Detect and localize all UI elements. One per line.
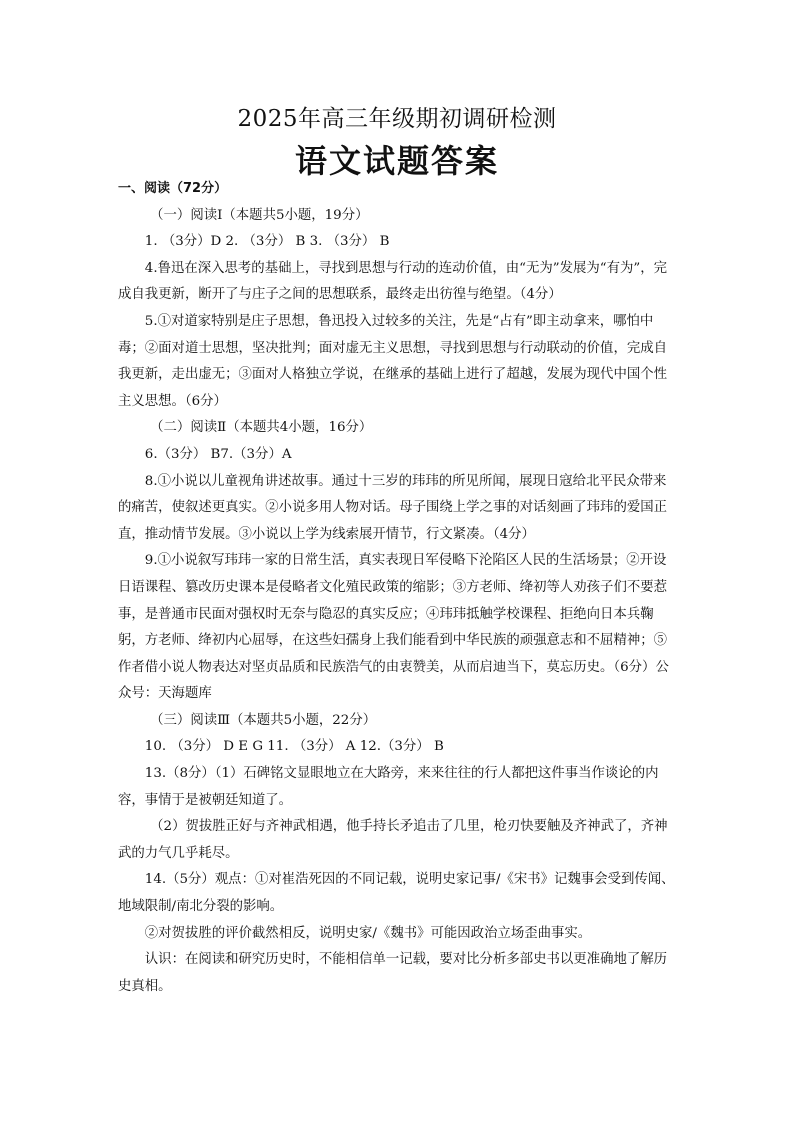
answer-q14-1: 14.（5分）观点：①对崔浩死因的不同记载，说明史家记事/《宋书》记魏事会受到传闻、地域限制/南北分裂的影响。 <box>118 872 675 915</box>
answer-q5: 5.①对道家特别是庄子思想，鲁迅投入过较多的关注，先是“占有”即主动拿来，哪怕中毒；②面对道士思想，坚决批判；面对虚无主义思想，寻找到思想与行动联动的价值，完成自我更新，走出虚无；③面对人格独立学说，在继承的基础上进行了超越，发展为现代中国个性主义思想。（6分） <box>118 313 668 409</box>
answer-q13-1: 13.（8分）（1）石碑铭文显眼地立在大路旁，来来往往的行人都把这件事当作谈论的内容，事情于是被朝廷知道了。 <box>118 766 659 808</box>
part3-mc-answers: 10. （3分） D E G 11. （3分） A 12.（3分） B <box>144 739 444 755</box>
answer-q4: 4.鲁迅在深入思考的基础上，寻找到思想与行动的连动价值，由“无为”发展为“有为”，完成自我更新，断开了与庄子之间的思想联系，最终走出彷徨与绝望。（4分） <box>118 260 668 303</box>
answer-q9: 9.①小说叙写玮玮一家的日常生活，真实表现日军侵略下沦陷区人民的生活场景；②开设日语课程、篡改历史课本是侵略者文化殖民政策的缩影；③方老师、绛初等人劝孩子们不要惹事，是普通市民面对强权时无奈与隐忍的真实反应；④玮玮抵触学校课程、拒绝向日本兵鞠躬，方老师、绛初内心屈辱，在这些妇孺身上我们能看到中华民族的顽强意志和不屈精神；⑤作者借小说人物表达对坚贞品质和民族浩气的由衷赞美，从而启迪当下，莫忘历史。（6分）公众号：天海题库 <box>118 553 669 702</box>
part3-heading: （三）阅读Ⅲ（本题共5小题，22分） <box>150 712 377 728</box>
section-heading-reading: 一、阅读（72分） <box>118 181 228 196</box>
subject-title: 语文试题答案 <box>294 142 499 180</box>
answer-q8: 8.①小说以儿童视角讲述故事。通过十三岁的玮玮的所见所闻，展现日寇给北平民众带来的痛苦，使叙述更真实。②小说多用人物对话。母子围绕上学之事的对话刻画了玮玮的爱国正直，推动情节发展。③小说以上学为线索展开情节，行文紧凑。（4分） <box>118 473 668 542</box>
answer-q14-3: 认识：在阅读和研究历史时，不能相信单一记载，要对比分析多部史书以更准确地了解历史真相。 <box>118 952 668 994</box>
answer-q13-2: （2）贺拔胜正好与齐神武相遇，他手持长矛追击了几里，枪刃快要触及齐神武了，齐神武的力气几乎耗尽。 <box>118 819 668 861</box>
part1-mc-answers: 1. （3分）D 2. （3分） B 3. （3分） B <box>144 234 390 250</box>
part1-heading: （一）阅读Ⅰ（本题共5小题，19分） <box>150 207 369 223</box>
exam-title: 2025年高三年级期初调研检测 <box>237 106 557 132</box>
answer-q14-2: ②对贺拔胜的评价截然相反，说明史家/《魏书》可能因政治立场歪曲事实。 <box>144 925 592 941</box>
part2-heading: （二）阅读Ⅱ（本题共4小题，16分） <box>150 420 373 436</box>
part2-mc-answers: 6.（3分） B7.（3分）A <box>144 446 292 462</box>
answer-body <box>118 176 678 1000</box>
